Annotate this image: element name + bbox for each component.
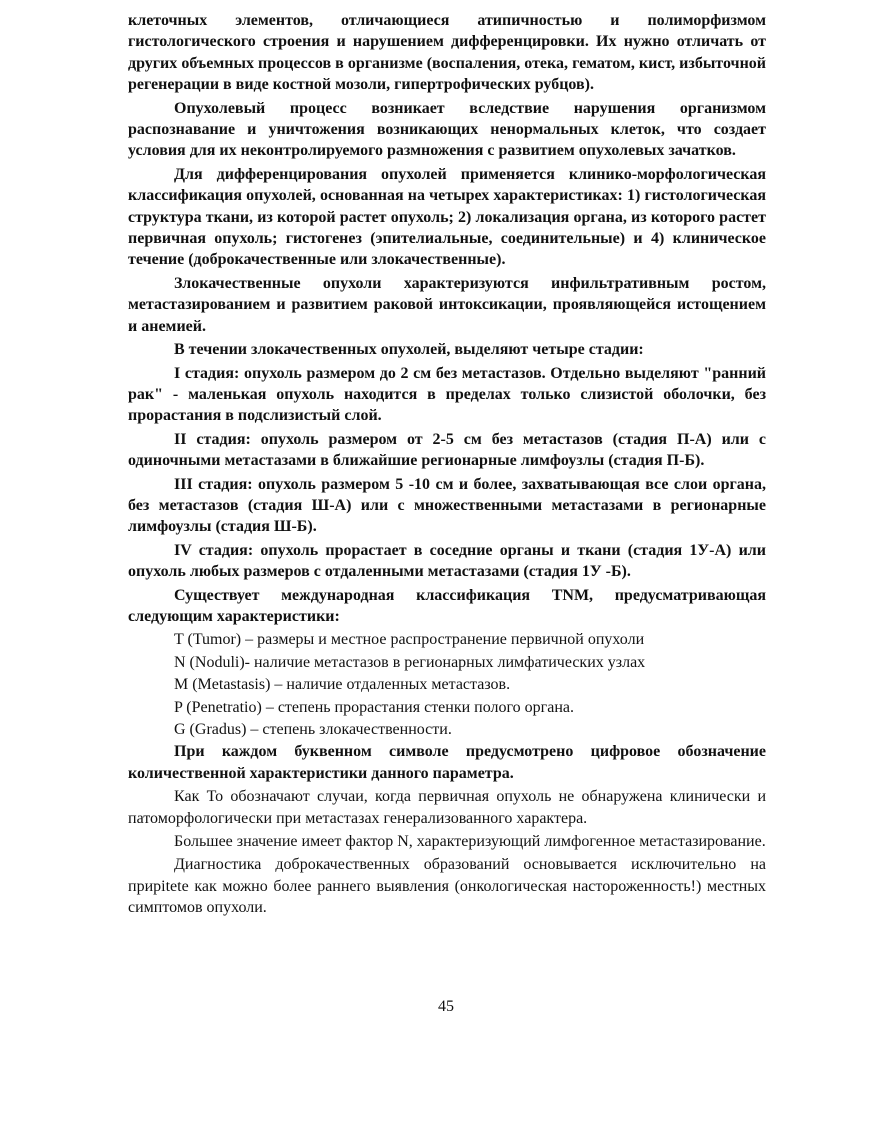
tnm-item-m: M (Metastasis) – наличие отдаленных метастазов. xyxy=(174,676,511,694)
tnm-list xyxy=(128,629,766,740)
paragraph-stage-1: I стадия: опухоль размером до 2 см без метастазов. Отдельно выделяют "ранний рак" - маленькая опухоль находится в пределах только слизистой оболочки, без прорастания в подслизистый слой. xyxy=(128,364,766,425)
tnm-item-g: G (Gradus) – степень злокачественности. xyxy=(174,721,452,738)
paragraph-stage-4: IV стадия: опухоль прорастает в соседние органы и ткани (стадия 1У-А) или опухоль любых размеров с отдаленными метастазами (стадия 1У -Б). xyxy=(128,541,766,581)
paragraph-classification: Для дифференцирования опухолей применяется клинико-морфологическая классификация опухолей, основанная на четырех характеристиках: 1) гистологическая структура ткани, из которой растет опухоль; 2) локализация органа, из которого растет первичная опухоль; гистогенез (эпителиальные, соединительные) и 4) клиническое течение (доброкачественные или злокачественные). xyxy=(128,165,766,269)
paragraph-factor-n: Большее значение имеет фактор N, характеризующий лимфогенное метастазирование. xyxy=(174,833,766,851)
paragraph-stage-2: II стадия: опухоль размером от 2-5 см без метастазов (стадия П-А) или с одиночными метастазами в ближайшие регионарные лимфоузлы (стадия П-Б). xyxy=(128,430,766,470)
paragraph-stage-3: III стадия: опухоль размером 5 -10 см и более, захватывающая все слои органа, без метастазов (стадия Ш-А) или с множественными метастазами в регионарные лимфоузлы (стадия Ш-Б). xyxy=(128,475,766,536)
paragraph-intro: клеточных элементов, отличающиеся атипичностью и полиморфизмом гистологического строения и нарушением дифференцировки. Их нужно отличать от других объемных процессов в организме (воспаления, отека, гематом, кист, избыточной регенерации в виде костной мозоли, гипертрофических рубцов). xyxy=(128,12,766,94)
paragraph-digital-notation: При каждом буквенном символе предусмотрено цифровое обозначение количественной характеристики данного параметра. xyxy=(128,743,766,782)
tnm-item-n: N (Noduli)- наличие метастазов в регионарных лимфатических узлах xyxy=(174,653,646,671)
paragraph-diagnostics: Диагностика доброкачественных образований основывается исключительно на прирitete как можно более раннего выявления (онкологическая настороженность!) местных симптомов опухоли. xyxy=(128,856,766,917)
paragraph-tumor-process: Опухолевый процесс возникает вследствие нарушения организмом распознавание и уничтожения возникающих ненормальных клеток, что создает условия для их неконтролируемого размножения с развитием опухолевых зачатков. xyxy=(128,99,766,160)
paragraph-tnm-intro: Существует международная классификация TNM, предусматривающая следующим характеристики: xyxy=(128,586,766,625)
paragraph-t0: Как То обозначают случаи, когда первичная опухоль не обнаружена клинически и патоморфологически при метастазах генерализованного характера. xyxy=(128,788,766,827)
document-page xyxy=(128,10,766,921)
paragraph-malignant: Злокачественные опухоли характеризуются инфильтративным ростом, метастазированием и развитием раковой интоксикации, проявляющейся истощением и анемией. xyxy=(128,274,766,335)
page-number: 45 xyxy=(438,998,454,1015)
tnm-item-t: T (Tumor) – размеры и местное распространение первичной опухоли xyxy=(174,631,645,649)
tnm-item-p: P (Penetratio) – степень прорастания стенки полого органа. xyxy=(174,698,575,716)
paragraph-stages-intro: В течении злокачественных опухолей, выделяют четыре стадии: xyxy=(174,341,644,359)
